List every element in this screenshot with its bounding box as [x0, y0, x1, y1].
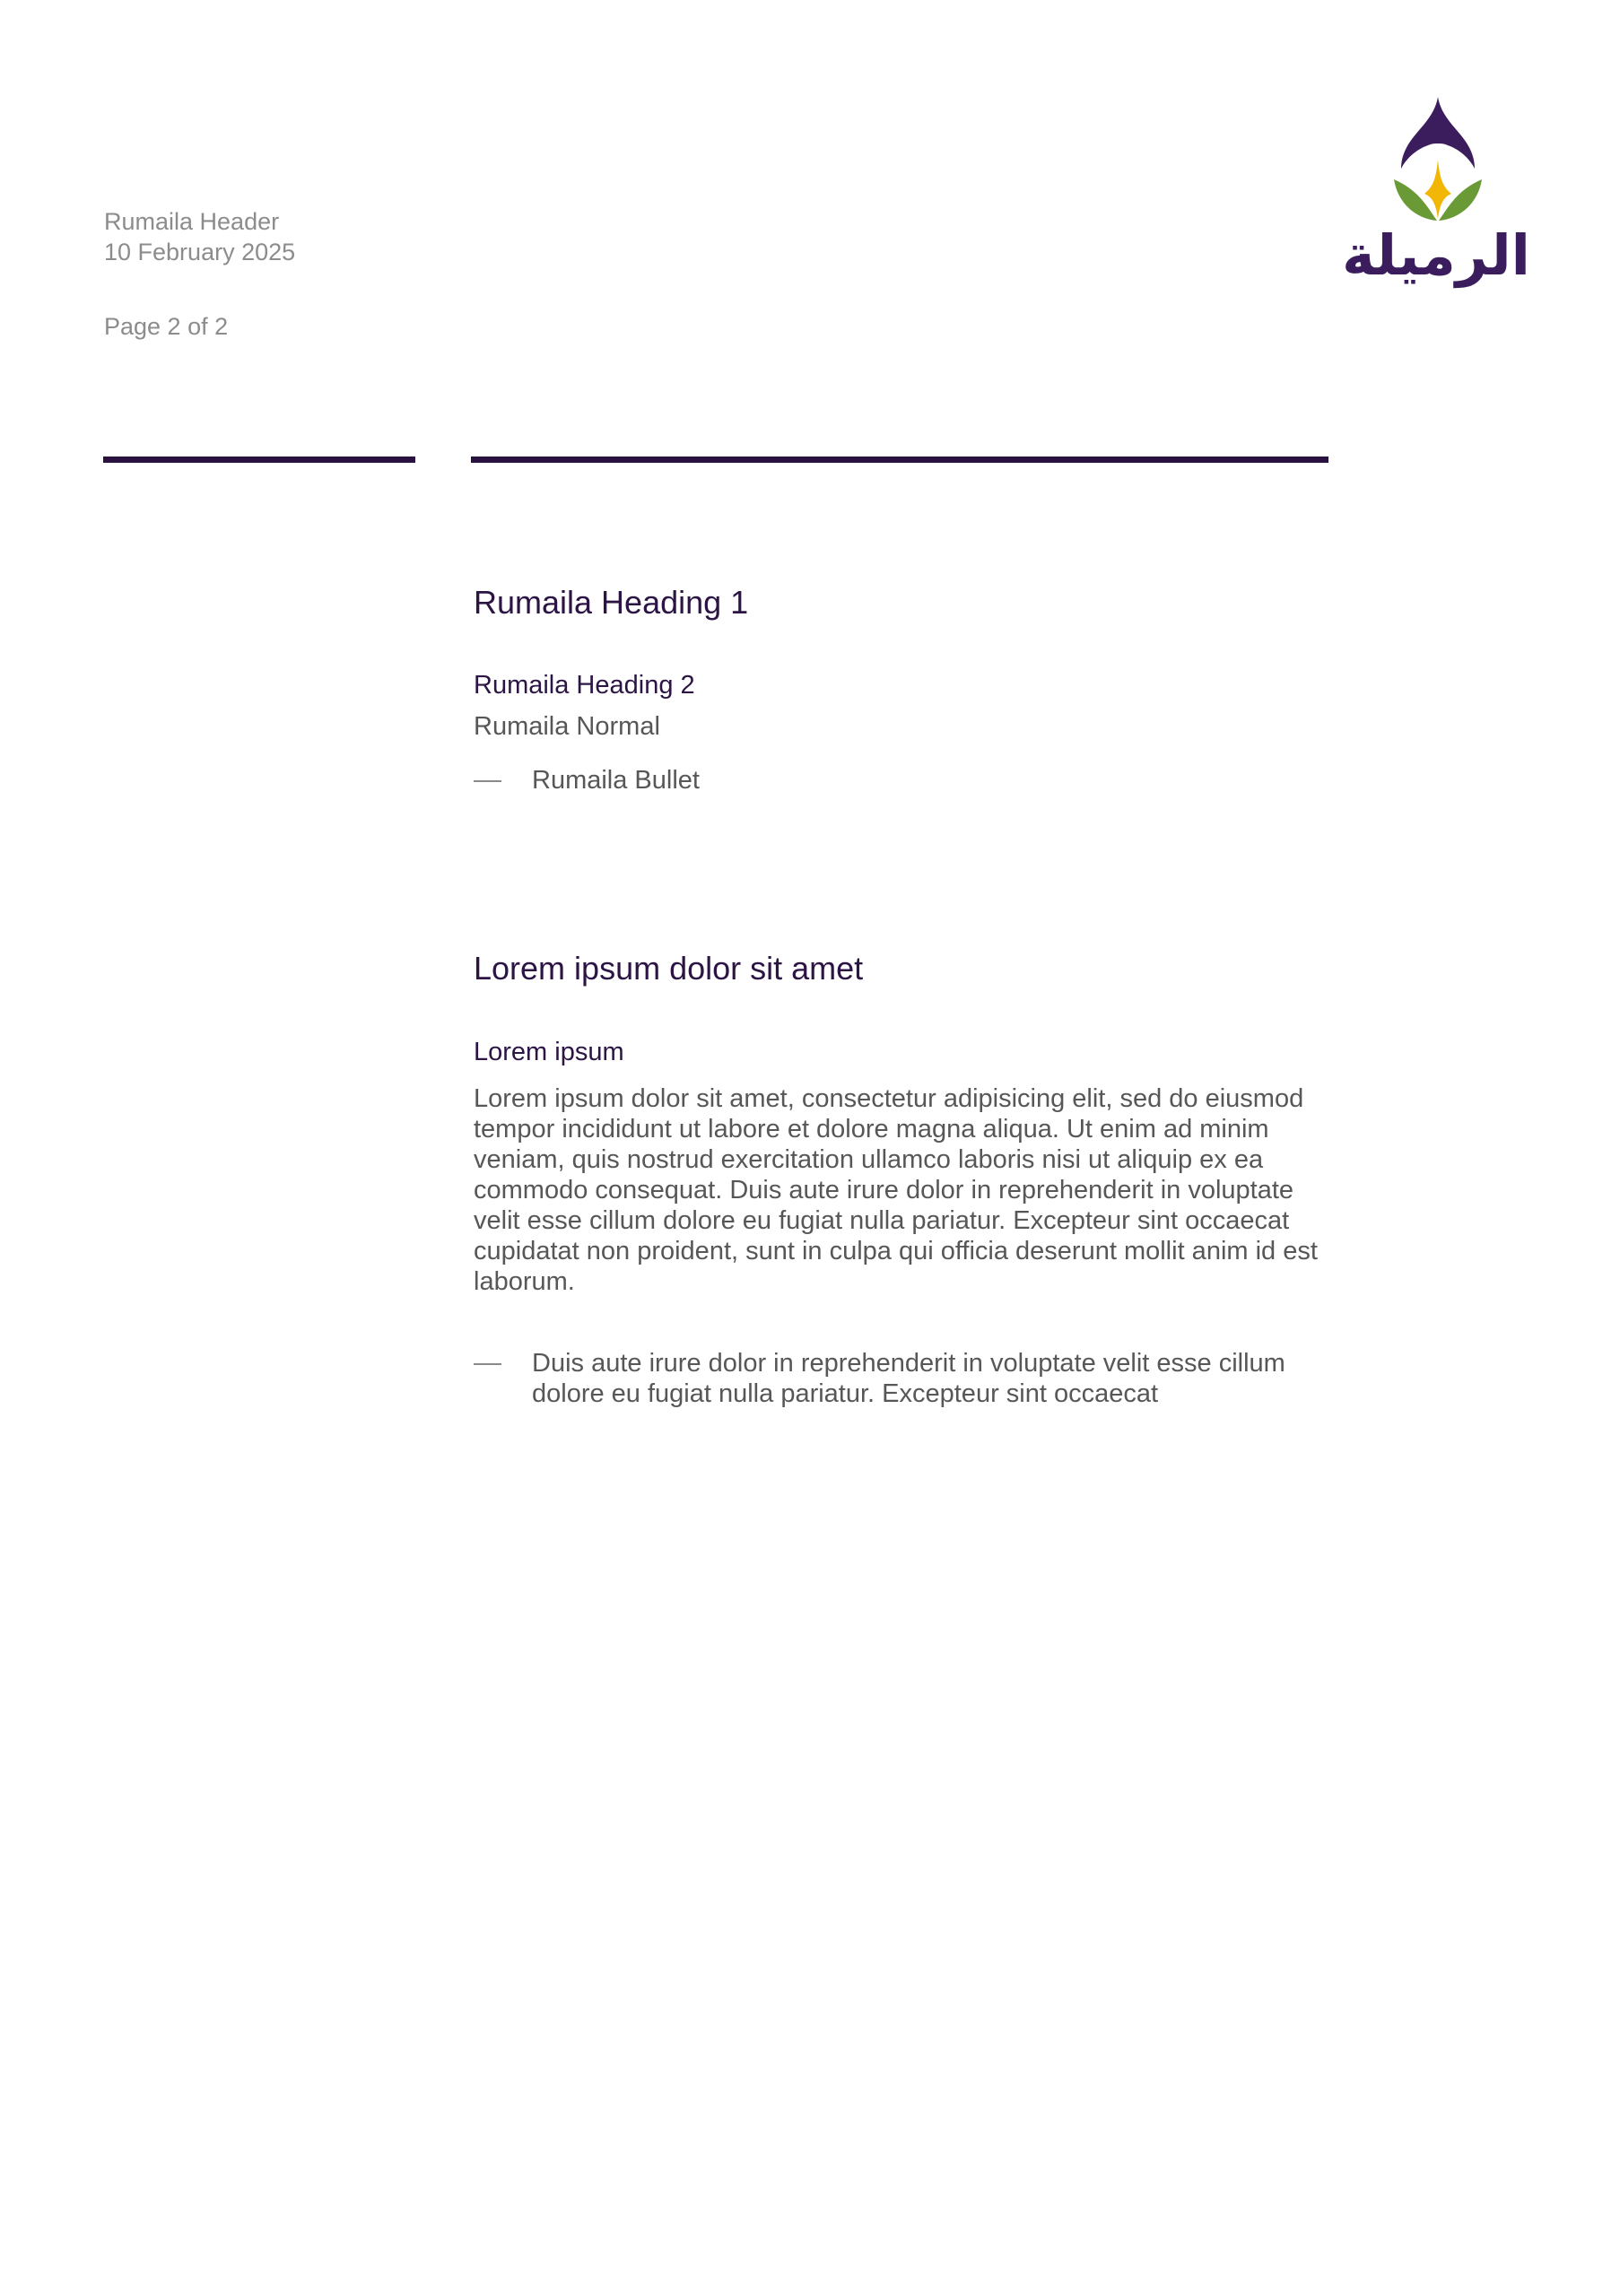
section-heading2: Lorem ipsum — [474, 1038, 624, 1066]
section-heading1: Lorem ipsum dolor sit amet — [474, 950, 864, 987]
section-bullet — [474, 1348, 1335, 1409]
svg-text:الرميلة: الرميلة — [1342, 222, 1530, 288]
bullet-dash — [474, 1363, 501, 1365]
section-paragraph: Lorem ipsum dolor sit amet, consectetur adipisicing elit, sed do eiusmod tempor incididunt ut labore et dolore magna aliqua. Ut enim ad minim veniam, quis nostrud exercitation ullamco laboris nisi ut aliquip ex ea commodo consequat. Duis aute irure dolor in reprehenderit in voluptate velit esse cillum dolore eu fugiat nulla pariatur. Excepteur sint occaecat cupidatat non proident, sunt in culpa qui officia deserunt mollit anim id est laborum. — [474, 1084, 1318, 1296]
bullet-dash — [474, 780, 501, 782]
style-sample-bullet-text: Rumaila Bullet — [532, 766, 700, 795]
header-date: 10 February 2025 — [104, 239, 296, 265]
style-sample-bullet — [474, 765, 1335, 796]
header-title: Rumaila Header — [104, 208, 280, 235]
page-number: Page 2 of 2 — [104, 313, 229, 340]
logo-emblem-icon — [1342, 93, 1530, 291]
style-sample-heading1: Rumaila Heading 1 — [474, 584, 749, 621]
section-bullet-text: Duis aute irure dolor in reprehenderit in voluptate velit esse cillum dolore eu fugiat nulla pariatur. Excepteur sint occaecat — [532, 1349, 1285, 1408]
style-sample-normal: Rumaila Normal — [474, 712, 660, 741]
header-rule-left — [103, 457, 415, 463]
rumaila-logo — [1342, 93, 1530, 291]
header-rule-right — [471, 457, 1328, 463]
style-sample-heading2: Rumaila Heading 2 — [474, 671, 695, 700]
